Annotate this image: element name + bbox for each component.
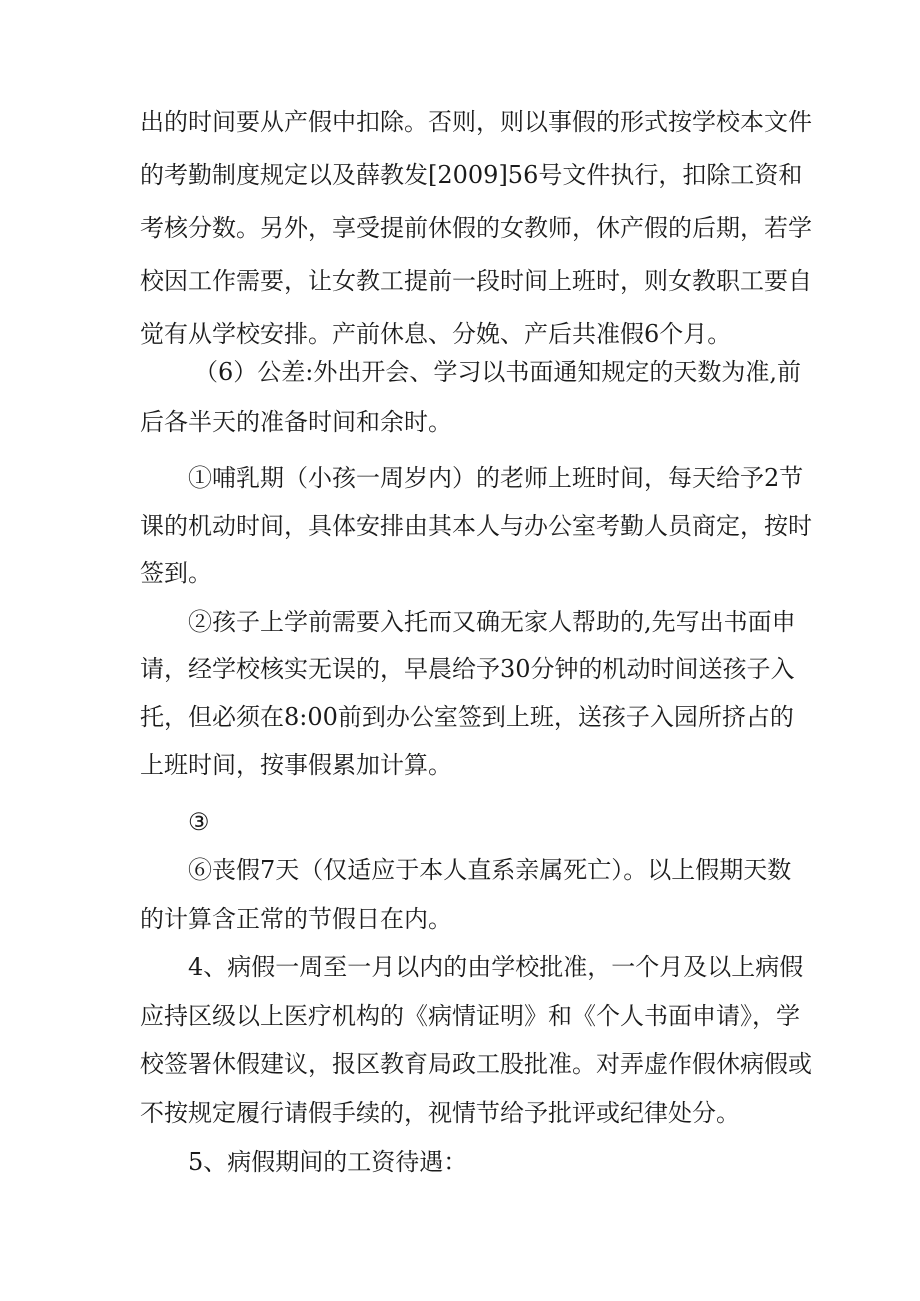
paragraph-line: 出的时间要从产假中扣除。否则，则以事假的形式按学校本文件: [140, 108, 812, 136]
paragraph-line: （6）公差:外出开会、学习以书面通知规定的天数为准,前: [194, 358, 801, 386]
paragraph-line: 4、病假一周至一月以内的由学校批准，一个月及以上病假: [188, 953, 804, 981]
paragraph-line: 请，经学校核实无误的，早晨给予30分钟的机动时间送孩子入: [140, 655, 795, 683]
paragraph-line: 签到。: [140, 559, 212, 587]
paragraph-line: 上班时间，按事假累加计算。: [140, 751, 452, 779]
paragraph-line: ①哺乳期（小孩一周岁内）的老师上班时间，每天给予2节: [188, 464, 804, 492]
paragraph-line: 校签署休假建议，报区教育局政工股批准。对弄虚作假休病假或: [140, 1050, 812, 1078]
paragraph-line: 应持区级以上医疗机构的《病情证明》和《个人书面申请》，学: [140, 1002, 800, 1030]
paragraph-line: 校因工作需要，让女教工提前一段时间上班时，则女教职工要自: [140, 267, 812, 295]
paragraph-line: 后各半天的准备时间和余时。: [140, 408, 452, 436]
paragraph-line: 5、病假期间的工资待遇：: [188, 1148, 468, 1176]
paragraph-line: 托，但必须在8:00前到办公室签到上班，送孩子入园所挤占的: [140, 703, 794, 731]
paragraph-line: ⑥丧假7天（仅适应于本人直系亲属死亡）。以上假期天数: [188, 856, 792, 884]
paragraph-line: 不按规定履行请假手续的，视情节给予批评或纪律处分。: [140, 1099, 740, 1127]
paragraph-line: 课的机动时间，具体安排由其本人与办公室考勤人员商定，按时: [140, 512, 812, 540]
paragraph-line: 的计算含正常的节假日在内。: [140, 905, 452, 933]
paragraph-line: ③: [188, 808, 210, 836]
paragraph-line: 考核分数。另外，享受提前休假的女教师，休产假的后期，若学: [140, 214, 812, 242]
paragraph-line: 觉有从学校安排。产前休息、分娩、产后共准假6个月。: [140, 320, 732, 348]
paragraph-line: ②孩子上学前需要入托而又确无家人帮助的,先写出书面申: [188, 608, 796, 636]
paragraph-line: 的考勤制度规定以及薛教发[2009]56号文件执行，扣除工资和: [140, 161, 803, 189]
